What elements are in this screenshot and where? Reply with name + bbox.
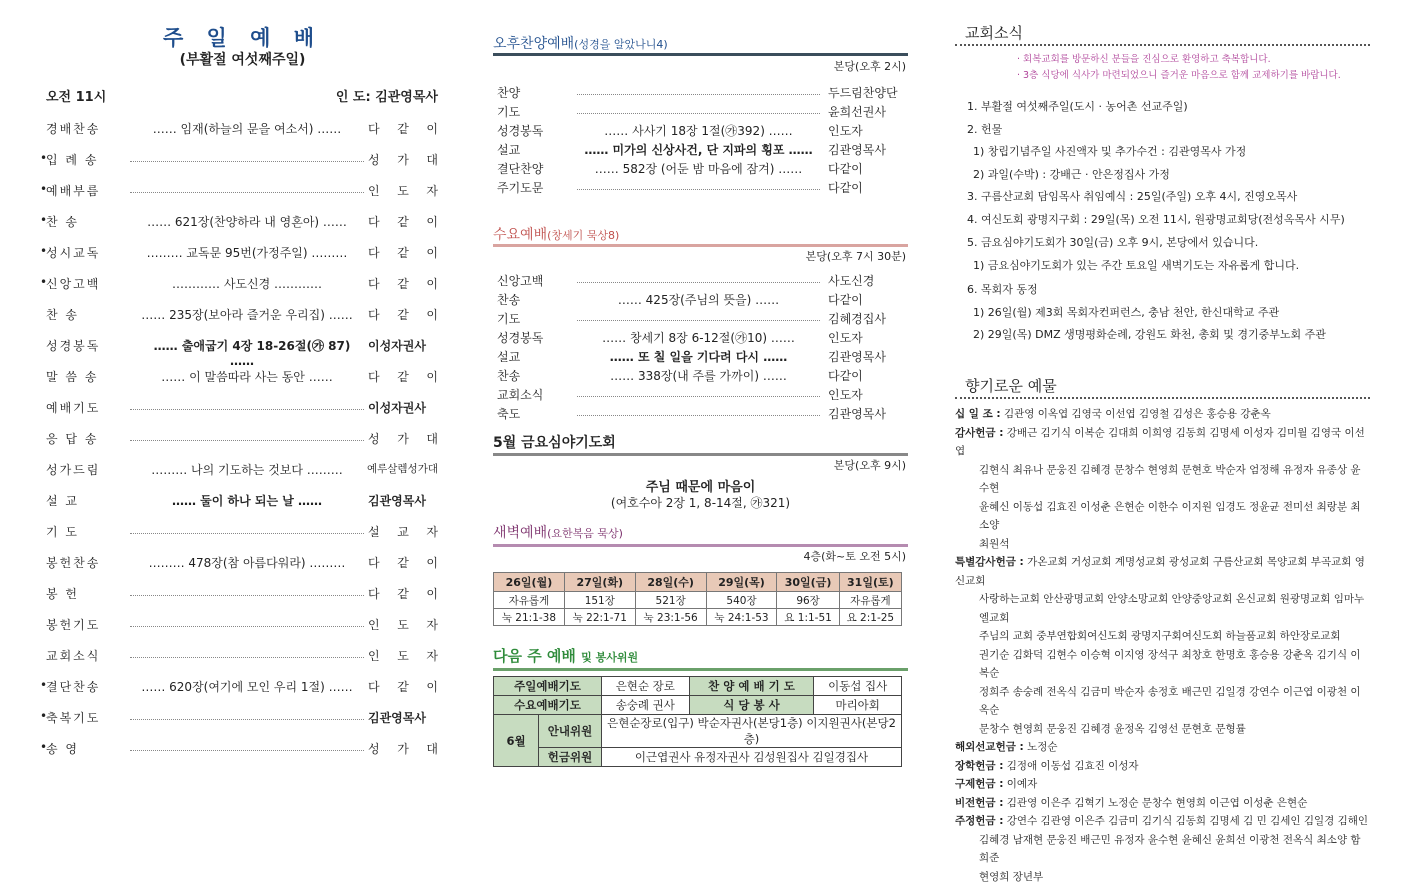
order-detail bbox=[130, 275, 364, 292]
order-performer: 성 가 대 bbox=[368, 151, 438, 168]
order-detail-text: …… 425장(주님의 뜻을) …… bbox=[612, 293, 785, 307]
order-performer: 인 도 자 bbox=[368, 182, 438, 199]
service-order-row bbox=[497, 405, 906, 424]
worship-leader: 인 도: 김관영목사 bbox=[336, 86, 438, 105]
dawn-cell: 540장 bbox=[706, 592, 777, 609]
order-label: 성경봉독 bbox=[46, 337, 100, 354]
worship-order-row bbox=[46, 182, 438, 204]
order-label: 찬양 bbox=[497, 84, 561, 101]
duty-praise-prayer: 이동섭 집사 bbox=[814, 677, 902, 696]
offering-names: 강배근 김기식 이복순 김대희 이희영 김동희 김명세 이성자 김미월 김영국 이선엽 bbox=[955, 427, 1365, 458]
order-label: 봉 헌 bbox=[46, 585, 79, 602]
offering-names: 최원석 bbox=[979, 538, 1009, 550]
order-label: 말 씀 송 bbox=[46, 368, 98, 385]
order-performer: 다같이 bbox=[828, 367, 906, 384]
order-detail-text: ……… 교독문 95번(가정주일) ……… bbox=[137, 246, 358, 260]
service-order-row bbox=[497, 310, 906, 329]
offering-line bbox=[955, 775, 1370, 794]
order-label: • 예배부름 bbox=[46, 182, 100, 199]
order-performer: 다 같 이 bbox=[368, 585, 438, 602]
friday-title: 5월 금요심야기도회 bbox=[493, 432, 908, 452]
order-performer: 두드림찬양단 bbox=[828, 84, 906, 101]
worship-order-row bbox=[46, 430, 438, 452]
order-performer: 인도자 bbox=[828, 122, 906, 139]
order-label: 기도 bbox=[497, 310, 561, 327]
worship-order-row bbox=[46, 523, 438, 545]
worship-order-row bbox=[46, 399, 438, 421]
order-detail bbox=[577, 141, 820, 158]
news-note-lunch: · 3층 식당에 식사가 마련되었으니 즐거운 마음으로 함께 교제하기를 바랍니다. bbox=[1017, 67, 1341, 81]
order-label: 기도 bbox=[497, 103, 561, 120]
dawn-cell: 151장 bbox=[564, 592, 635, 609]
news-item: 1) 창립기념주일 사진액자 및 추가수건 : 김관영목사 가정 bbox=[973, 143, 1373, 159]
order-detail bbox=[130, 306, 364, 323]
offering-category: 비전헌금 : bbox=[955, 797, 1003, 809]
leader-dots bbox=[577, 94, 820, 95]
dawn-cell: 요 2:1-25 bbox=[839, 609, 901, 626]
order-label: 찬송 bbox=[497, 291, 561, 308]
offering-line bbox=[955, 794, 1370, 813]
worship-order-row bbox=[46, 678, 438, 700]
leader-dots bbox=[577, 282, 820, 283]
leader-dots bbox=[577, 320, 820, 321]
order-label: • 신앙고백 bbox=[46, 275, 100, 292]
order-label: 설 교 bbox=[46, 492, 79, 509]
order-detail bbox=[577, 348, 820, 365]
order-performer: 예루살렘성가대 bbox=[348, 461, 438, 476]
order-detail bbox=[130, 554, 364, 571]
service-order-row bbox=[497, 141, 906, 160]
service-order-row bbox=[497, 367, 906, 386]
offering-line bbox=[955, 498, 1370, 535]
afternoon-divider bbox=[493, 53, 908, 56]
leader-dots bbox=[577, 189, 820, 190]
offering-category: 해외선교헌금 : bbox=[955, 741, 1024, 753]
news-note-welcome: · 회복교회를 방문하신 분들을 진심으로 환영하고 축복합니다. bbox=[1017, 51, 1271, 65]
worship-subtitle: (부활절 여섯째주일) bbox=[40, 49, 445, 69]
order-detail-text: …… 620장(여기에 모인 우리 1절) …… bbox=[131, 680, 362, 694]
service-order-row bbox=[497, 122, 906, 141]
duty-sunday-prayer: 은현순 장로 bbox=[602, 677, 690, 696]
dawn-hymns-row bbox=[494, 592, 902, 609]
offering-line bbox=[955, 553, 1370, 590]
offering-line bbox=[955, 424, 1370, 461]
order-performer: 성 가 대 bbox=[368, 740, 438, 757]
service-order-row bbox=[497, 103, 906, 122]
leader-dots bbox=[130, 750, 364, 751]
wednesday-divider bbox=[493, 244, 908, 247]
news-divider bbox=[955, 44, 1370, 47]
dawn-cell: 27일(화) bbox=[564, 573, 635, 592]
duty-kitchen: 마리아회 bbox=[814, 696, 902, 715]
order-label: • 입 례 송 bbox=[46, 151, 98, 168]
order-detail bbox=[577, 291, 820, 308]
order-label: 찬 송 bbox=[46, 306, 79, 323]
offerings-divider bbox=[955, 397, 1370, 400]
order-label: 교회소식 bbox=[46, 647, 100, 664]
leader-dots bbox=[130, 440, 364, 441]
order-detail bbox=[130, 368, 364, 385]
offering-line bbox=[955, 868, 1370, 886]
worship-order-row bbox=[46, 647, 438, 669]
worship-order-row bbox=[46, 368, 438, 390]
order-detail-text: …… 미가의 신상사건, 단 지파의 횡포 …… bbox=[578, 143, 818, 157]
dawn-cell: 96장 bbox=[777, 592, 839, 609]
offering-line bbox=[955, 646, 1370, 683]
offering-line bbox=[955, 738, 1370, 757]
order-performer: 다같이 bbox=[828, 160, 906, 177]
order-label: 성경봉독 bbox=[497, 329, 561, 346]
order-detail-text: …… 사사기 18장 1절(㉮392) …… bbox=[598, 124, 798, 138]
worship-order-row bbox=[46, 275, 438, 297]
friday-location: 본당(오후 9시) bbox=[834, 457, 906, 473]
news-item: 1) 금요심야기도회가 있는 주간 토요일 새벽기도는 자유롭게 합니다. bbox=[973, 257, 1373, 273]
news-item: 2) 과일(수박) : 강배근 · 안은정집사 가정 bbox=[973, 166, 1373, 182]
order-performer: 인 도 자 bbox=[368, 616, 438, 633]
order-detail bbox=[577, 160, 820, 177]
worship-order-row bbox=[46, 461, 438, 483]
duty-offering: 이근엽권사 유정자권사 김성원집사 김일경집사 bbox=[602, 748, 902, 767]
order-label: • 축복기도 bbox=[46, 709, 100, 726]
offering-line bbox=[955, 720, 1370, 739]
order-performer: 다같이 bbox=[828, 179, 906, 196]
worship-order-row bbox=[46, 492, 438, 514]
news-item: 2. 헌물 bbox=[967, 121, 1367, 137]
order-label: 신앙고백 bbox=[497, 272, 561, 289]
order-detail-text: …… 둘이 하나 되는 날 …… bbox=[162, 494, 332, 508]
wednesday-title: 수요예배(창세기 묵상8) bbox=[493, 224, 908, 244]
offering-category: 주정헌금 : bbox=[955, 815, 1003, 827]
worship-order-row bbox=[46, 213, 438, 235]
order-label: 응 답 송 bbox=[46, 430, 98, 447]
duty-label-offering: 헌금위원 bbox=[539, 748, 602, 767]
dawn-cell: 눅 23:1-56 bbox=[635, 609, 706, 626]
offering-line bbox=[955, 812, 1370, 831]
order-performer: 인 도 자 bbox=[368, 647, 438, 664]
offerings-title: 향기로운 예물 bbox=[965, 375, 1380, 396]
order-detail-text: …… 582장 (어둔 밤 마음에 잠겨) …… bbox=[589, 162, 808, 176]
order-performer: 다 같 이 bbox=[368, 678, 438, 695]
offering-names: 김관영 이은주 김혁기 노정순 문창수 현영희 이근엽 이성춘 은현순 bbox=[1007, 797, 1308, 809]
leader-dots bbox=[577, 113, 820, 114]
leader-dots bbox=[130, 192, 364, 193]
order-label: • 송 영 bbox=[46, 740, 79, 757]
order-performer: 인도자 bbox=[828, 386, 906, 403]
leader-dots bbox=[130, 161, 364, 162]
service-order-row bbox=[497, 329, 906, 348]
leader-dots bbox=[130, 657, 364, 658]
order-label: 설교 bbox=[497, 141, 561, 158]
order-detail-text: …… 창세기 8장 6-12절(㉮10) …… bbox=[596, 331, 801, 345]
offering-names: 가온교회 거성교회 계명성교회 광성교회 구름산교회 목양교회 부곡교회 영신교회 bbox=[955, 556, 1365, 587]
dawn-cell: 눅 22:1-71 bbox=[564, 609, 635, 626]
duty-label-sunday-prayer: 주일예배기도 bbox=[494, 677, 602, 696]
order-performer: 다 같 이 bbox=[368, 120, 438, 137]
offerings-list bbox=[955, 405, 1370, 886]
order-detail bbox=[130, 678, 364, 695]
sunday-worship-column bbox=[40, 0, 445, 781]
leader-dots bbox=[130, 533, 364, 534]
offering-category: 구제헌금 : bbox=[955, 778, 1003, 790]
service-order-row bbox=[497, 386, 906, 405]
order-label: 성경봉독 bbox=[497, 122, 561, 139]
order-label: 경배찬송 bbox=[46, 120, 100, 137]
order-label: 성가드림 bbox=[46, 461, 100, 478]
leader-dots bbox=[130, 626, 364, 627]
order-label: 봉헌찬송 bbox=[46, 554, 100, 571]
order-performer: 인도자 bbox=[828, 329, 906, 346]
offering-line bbox=[955, 405, 1370, 424]
offering-names: 사랑하는교회 안산광명교회 안양소망교회 안양중앙교회 온신교회 원광명교회 임마누엘교회 bbox=[979, 593, 1364, 624]
news-item: 6. 목회자 동정 bbox=[967, 281, 1367, 297]
wednesday-location: 본당(오후 7시 30분) bbox=[806, 248, 906, 264]
order-label: 교회소식 bbox=[497, 386, 561, 403]
duty-label-wednesday-prayer: 수요예배기도 bbox=[494, 696, 602, 715]
offering-names: 노정순 bbox=[1027, 741, 1057, 753]
dawn-cell: 눅 21:1-38 bbox=[494, 609, 565, 626]
news-column bbox=[955, 0, 1370, 781]
worship-order-row bbox=[46, 616, 438, 638]
worship-title: 주 일 예 배 bbox=[40, 22, 445, 52]
worship-order-row bbox=[46, 120, 438, 142]
order-performer: 김관영목사 bbox=[368, 492, 438, 509]
order-detail-text: …… 또 칠 일을 기다려 다시 …… bbox=[604, 350, 793, 364]
order-detail bbox=[130, 213, 364, 230]
dawn-title: 새벽예배(요한복음 묵상) bbox=[493, 522, 908, 542]
dawn-schedule-table bbox=[493, 572, 902, 626]
order-performer: 다 같 이 bbox=[368, 244, 438, 261]
offering-category: 특별감사헌금 : bbox=[955, 556, 1024, 568]
friday-sermon-title: 주님 때문에 마음이 bbox=[493, 476, 908, 495]
offering-line bbox=[955, 590, 1370, 627]
order-performer: 다 같 이 bbox=[368, 554, 438, 571]
order-detail bbox=[577, 122, 820, 139]
order-detail-text: …… 621장(찬양하라 내 영혼아) …… bbox=[137, 215, 357, 229]
order-label: 봉헌기도 bbox=[46, 616, 100, 633]
order-label: • 찬 송 bbox=[46, 213, 79, 230]
worship-time: 오전 11시 bbox=[46, 90, 106, 105]
order-detail bbox=[130, 120, 364, 137]
order-performer: 다 같 이 bbox=[368, 275, 438, 292]
duty-label-kitchen: 식 당 봉 사 bbox=[689, 696, 814, 715]
service-order-row bbox=[497, 272, 906, 291]
leader-dots bbox=[577, 415, 820, 416]
worship-order-row bbox=[46, 337, 438, 359]
order-performer: 김관영목사 bbox=[828, 348, 906, 365]
order-detail bbox=[130, 337, 364, 368]
duty-wednesday-prayer: 송숭례 권사 bbox=[602, 696, 690, 715]
worship-order-row bbox=[46, 709, 438, 731]
news-title: 교회소식 bbox=[965, 22, 1380, 43]
order-performer: 사도신경 bbox=[828, 272, 906, 289]
news-item: 1. 부활절 여섯째주일(도시 · 농어촌 선교주일) bbox=[967, 98, 1367, 114]
duty-label-praise-prayer: 찬 양 예 배 기 도 bbox=[689, 677, 814, 696]
order-performer: 다 같 이 bbox=[368, 306, 438, 323]
order-performer: 김관영목사 bbox=[828, 141, 906, 158]
dawn-cell: 521장 bbox=[635, 592, 706, 609]
leader-dots bbox=[130, 719, 364, 720]
order-performer: 이성자권사 bbox=[368, 399, 438, 416]
order-detail bbox=[130, 244, 364, 261]
dawn-divider bbox=[493, 544, 908, 547]
worship-time-bar bbox=[46, 86, 438, 105]
worship-order-row bbox=[46, 554, 438, 576]
order-performer: 다같이 bbox=[828, 291, 906, 308]
order-label: • 결단찬송 bbox=[46, 678, 100, 695]
afternoon-location: 본당(오후 2시) bbox=[834, 58, 906, 74]
offering-names: 현영희 장년부 bbox=[979, 871, 1043, 883]
offering-names: 이예자 bbox=[1007, 778, 1037, 790]
duty-table bbox=[493, 676, 902, 767]
duty-month: 6월 bbox=[494, 715, 539, 767]
order-performer: 김관영목사 bbox=[828, 405, 906, 422]
order-detail-text: …… 235장(보아라 즐거운 우리집) …… bbox=[131, 308, 362, 322]
offering-names: 정희주 송숭례 전옥식 김금미 박순자 송정호 배근민 김일경 강연수 이근엽 이광천 이옥순 bbox=[979, 686, 1361, 717]
dawn-cell: 26일(월) bbox=[494, 573, 565, 592]
dawn-cell: 자유롭게 bbox=[839, 592, 901, 609]
offering-names: 김혜경 남재현 문웅진 배근민 유정자 윤수현 윤혜신 윤희선 이광천 전옥식 최소양 함희준 bbox=[979, 834, 1361, 865]
order-label: 주기도문 bbox=[497, 179, 561, 196]
duty-label-guide: 안내위원 bbox=[539, 715, 602, 748]
offering-names: 강연수 김관영 이은주 김금미 김기식 김동희 김명세 김 민 김세인 김일경 김해인 bbox=[1007, 815, 1368, 827]
offering-names: 김현식 최유나 문웅진 김혜경 문창수 현영희 문현호 박순자 엄정해 유정자 유종상 윤수현 bbox=[979, 464, 1361, 495]
dawn-cell: 30일(금) bbox=[777, 573, 839, 592]
offering-line bbox=[955, 683, 1370, 720]
service-order-row bbox=[497, 291, 906, 310]
offering-names: 김정애 이동섭 김효진 이성자 bbox=[1007, 760, 1139, 772]
order-detail bbox=[130, 492, 364, 509]
order-label: 기 도 bbox=[46, 523, 79, 540]
offering-category: 십 일 조 : bbox=[955, 408, 1001, 420]
offering-line bbox=[955, 461, 1370, 498]
offering-names: 문창수 현영희 문웅진 김혜경 윤정옥 김영선 문현호 문형률 bbox=[979, 723, 1246, 735]
dawn-location: 4층(화~토 오전 5시) bbox=[803, 548, 906, 564]
order-detail-text: ……… 나의 기도하는 것보다 ……… bbox=[141, 463, 353, 477]
friday-divider bbox=[493, 453, 908, 456]
order-label: • 성시교독 bbox=[46, 244, 100, 261]
order-label: 축도 bbox=[497, 405, 561, 422]
service-order-row bbox=[497, 84, 906, 103]
worship-order-row bbox=[46, 740, 438, 762]
dawn-cell: 눅 24:1-53 bbox=[706, 609, 777, 626]
order-performer: 다 같 이 bbox=[368, 213, 438, 230]
order-detail-text: ……… 478장(참 아름다워라) ……… bbox=[139, 556, 356, 570]
order-performer: 이성자권사 bbox=[368, 337, 438, 354]
service-order-row bbox=[497, 348, 906, 367]
order-detail bbox=[130, 461, 364, 478]
order-detail-text: …… 이 말씀따라 사는 동안 …… bbox=[151, 370, 342, 384]
news-item: 2) 29일(목) DMZ 생명평화순례, 강원도 화천, 총회 및 경기중부노회 주관 bbox=[973, 326, 1373, 342]
order-detail-text: …… 338장(내 주를 가까이) …… bbox=[604, 369, 793, 383]
leader-dots bbox=[130, 409, 364, 410]
duty-title: 다음 주 예배 및 봉사위원 bbox=[493, 645, 908, 666]
offering-names: 권기순 김화덕 김현수 이승혁 이지영 장석구 최창호 한명호 홍승용 강춘옥 김기식 이복순 bbox=[979, 649, 1361, 680]
news-item: 5. 금요심야기도회가 30일(금) 오후 9시, 본당에서 있습니다. bbox=[967, 234, 1367, 250]
dawn-cell: 29일(목) bbox=[706, 573, 777, 592]
worship-order-row bbox=[46, 151, 438, 173]
dawn-cell: 28일(수) bbox=[635, 573, 706, 592]
order-performer: 김관영목사 bbox=[368, 709, 438, 726]
order-performer: 성 가 대 bbox=[368, 430, 438, 447]
order-performer: 다 같 이 bbox=[368, 368, 438, 385]
order-label: 결단찬양 bbox=[497, 160, 561, 177]
order-detail bbox=[577, 367, 820, 384]
service-order-row bbox=[497, 179, 906, 198]
worship-order-row bbox=[46, 306, 438, 328]
order-detail-text: ………… 사도신경 ………… bbox=[162, 277, 332, 291]
offering-names: 주님의 교회 중부연합회여신도회 광명지구회여신도회 하늘품교회 하안장로교회 bbox=[979, 630, 1341, 642]
dawn-days-row bbox=[494, 573, 902, 592]
offering-category: 장학헌금 : bbox=[955, 760, 1003, 772]
friday-scripture: (여호수아 2장 1, 8-14절, ㉮321) bbox=[493, 494, 908, 511]
worship-order-row bbox=[46, 585, 438, 607]
dawn-cell: 자유롭게 bbox=[494, 592, 565, 609]
order-detail bbox=[577, 329, 820, 346]
afternoon-title: 오후찬양예배(성경을 알았나니4) bbox=[493, 33, 908, 53]
duty-guide: 은현순장로(입구) 박순자권사(본당1층) 이지원권사(본당2층) bbox=[602, 715, 902, 748]
worship-order-row bbox=[46, 244, 438, 266]
leader-dots bbox=[577, 396, 820, 397]
offering-category: 감사헌금 : bbox=[955, 427, 1003, 439]
order-label: 찬송 bbox=[497, 367, 561, 384]
offering-line bbox=[955, 757, 1370, 776]
services-column bbox=[493, 0, 908, 781]
order-performer: 윤희선권사 bbox=[828, 103, 906, 120]
order-label: 예배기도 bbox=[46, 399, 100, 416]
offering-line bbox=[955, 535, 1370, 554]
offering-line bbox=[955, 627, 1370, 646]
dawn-texts-row bbox=[494, 609, 902, 626]
offering-names: 김관영 이옥엽 김영국 이선엽 김영철 김성은 홍승용 강춘옥 bbox=[1004, 408, 1271, 420]
duty-divider bbox=[493, 668, 908, 671]
dawn-cell: 요 1:1-51 bbox=[777, 609, 839, 626]
order-label: 설교 bbox=[497, 348, 561, 365]
offering-names: 윤혜신 이동섭 김효진 이성춘 은현순 이한수 이지원 임경도 정윤균 전미선 최랑분 최소양 bbox=[979, 501, 1361, 532]
order-performer: 설 교 자 bbox=[368, 523, 438, 540]
order-performer: 김혜경집사 bbox=[828, 310, 906, 327]
dawn-cell: 31일(토) bbox=[839, 573, 901, 592]
order-detail-text: …… 출애굽기 4장 18-26절(㉮ 87) …… bbox=[144, 339, 351, 368]
service-order-row bbox=[497, 160, 906, 179]
order-detail-text: …… 임재(하늘의 문을 여소서) …… bbox=[143, 122, 352, 136]
news-item: 4. 여신도회 광명지구회 : 29일(목) 오전 11시, 원광명교회당(전성옥목사 시무) bbox=[967, 211, 1367, 227]
offering-line bbox=[955, 831, 1370, 868]
news-item: 3. 구름산교회 담임목사 취임예식 : 25일(주일) 오후 4시, 진영오목사 bbox=[967, 188, 1367, 204]
leader-dots bbox=[130, 595, 364, 596]
news-item: 1) 26일(월) 제3회 목회자컨퍼런스, 충남 천안, 한신대학교 주관 bbox=[973, 304, 1373, 320]
